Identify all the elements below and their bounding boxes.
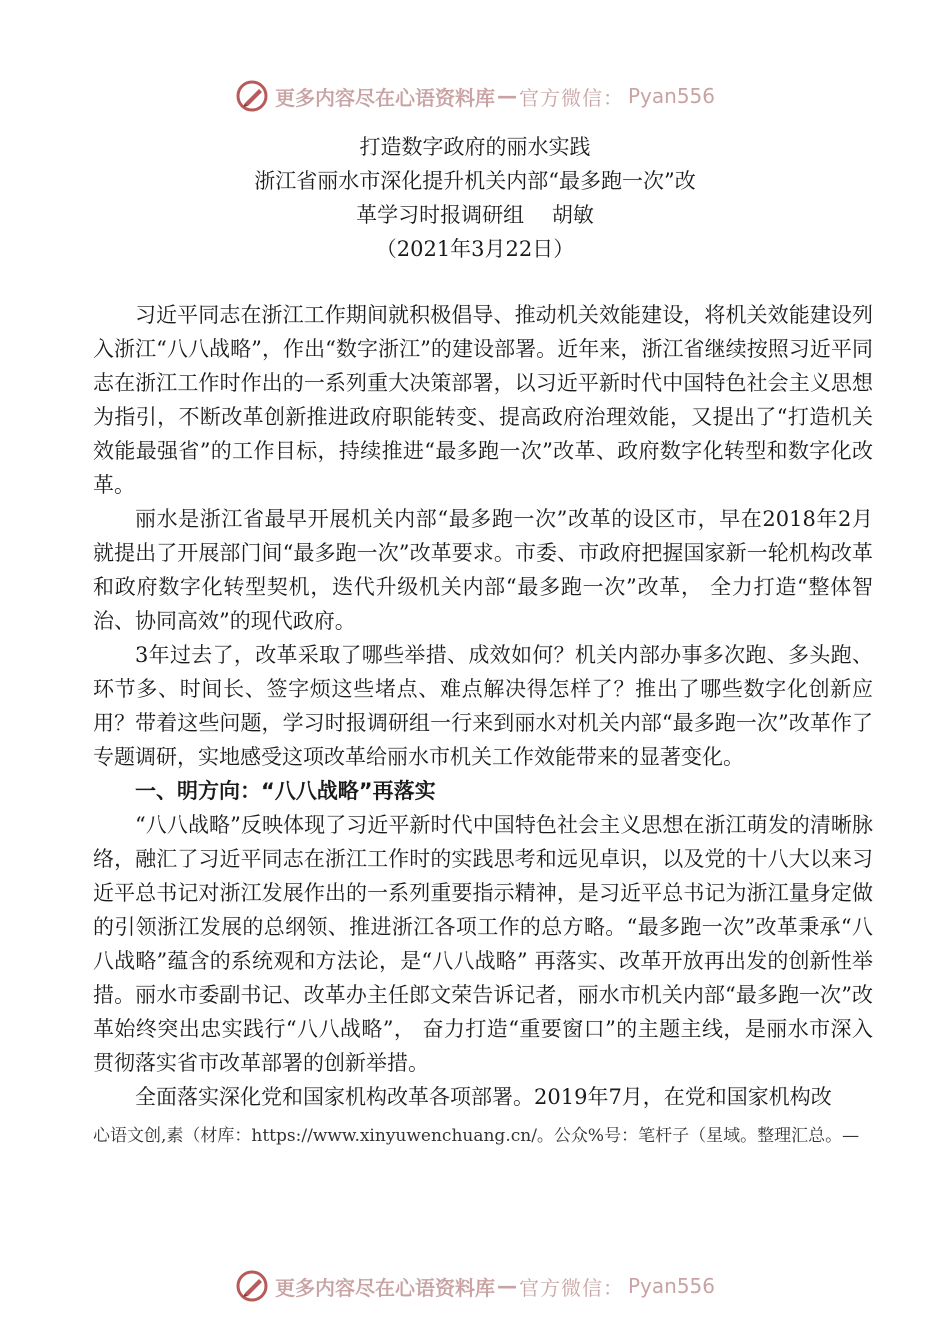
article-header — [0, 130, 950, 266]
banner-wechat-label: 官方微信： — [518, 1275, 624, 1300]
banner-wechat-id: Pyan556 — [627, 1274, 715, 1298]
article-body — [93, 298, 873, 1114]
paragraph-5: 全面落实深化党和国家机构改革各项部署。2019年7月，在党和国家机构改 — [135, 1085, 832, 1109]
source-footer: 心语文创,素（材库：https://www.xinyuwenchuang.cn/。公众%号：笔杆子（星域。整理汇总。— — [93, 1126, 860, 1146]
paragraph-2: 丽水是浙江省最早开展机关内部“最多跑一次”改革的设区市，早在2018年2月就提出了开展部门间“最多跑一次”改革要求。市委、市政府把握国家新一轮机构改革和政府数字化转型契机，迭代升级机关内部“最多跑一次”改革， 全力打造“整体智治、协同高效”的现代政府。 — [93, 507, 873, 633]
banner-main-text: 更多内容尽在心语资料库 — [274, 85, 495, 110]
banner-dash: — — [496, 1274, 517, 1298]
watermark-banner-bottom — [0, 1266, 950, 1306]
paragraph-1: 习近平同志在浙江工作期间就积极倡导、推动机关效能建设，将机关效能建设列入浙江“八八战略”，作出“数字浙江”的建设部署。近年来，浙江省继续按照习近平同志在浙江工作时作出的一系列重大决策部署，以习近平新时代中国特色社会主义思想为指引，不断改革创新推进政府职能转变、提高政府治理效能，又提出了“打造机关效能最强省”的工作目标，持续推进“最多跑一次”改革、政府数字化转型和数字化改革。 — [93, 303, 873, 497]
pen-logo-icon — [235, 1269, 269, 1303]
banner-main-text: 更多内容尽在心语资料库 — [274, 1275, 495, 1300]
banner-wechat-id: Pyan556 — [627, 84, 715, 108]
watermark-banner-top — [0, 76, 950, 116]
article-subtitle-line1: 浙江省丽水市深化提升机关内部“最多跑一次”改 — [254, 169, 696, 193]
article-date: （2021年3月22日） — [375, 237, 575, 261]
paragraph-4: “八八战略”反映体现了习近平新时代中国特色社会主义思想在浙江萌发的清晰脉络，融汇了习近平同志在浙江工作时的实践思考和远见卓识，以及党的十八大以来习近平总书记对浙江发展作出的一系列重要指示精神，是习近平总书记为浙江量身定做的引领浙江发展的总纲领、推进浙江各项工作的总方略。“最多跑一次”改革秉承“八八战略”蕴含的系统观和方法论，是“八八战略” 再落实、改革开放再出发的创新性举措。丽水市委副书记、改革办主任郎文荣告诉记者，丽水市机关内部“最多跑一次”改革始终突出忠实践行“八八战略”， 奋力打造“重要窗口”的主题主线，是丽水市深入贯彻落实省市改革部署的创新举措。 — [93, 813, 873, 1075]
paragraph-3: 3年过去了，改革采取了哪些举措、成效如何？机关内部办事多次跑、多头跑、环节多、时间长、签字烦这些堵点、难点解决得怎样了？推出了哪些数字化创新应用？带着这些问题，学习时报调研组一行来到丽水对机关内部“最多跑一次”改革作了专题调研，实地感受这项改革给丽水市机关工作效能带来的显著变化。 — [93, 643, 873, 769]
article-subtitle-line2: 革学习时报调研组 胡敏 — [356, 203, 594, 227]
banner-dash: — — [496, 84, 517, 108]
banner-wechat-label: 官方微信： — [518, 85, 624, 110]
section-heading-1: 一、明方向：“八八战略”再落实 — [135, 779, 436, 803]
pen-logo-icon — [235, 79, 269, 113]
article-title: 打造数字政府的丽水实践 — [359, 135, 591, 159]
